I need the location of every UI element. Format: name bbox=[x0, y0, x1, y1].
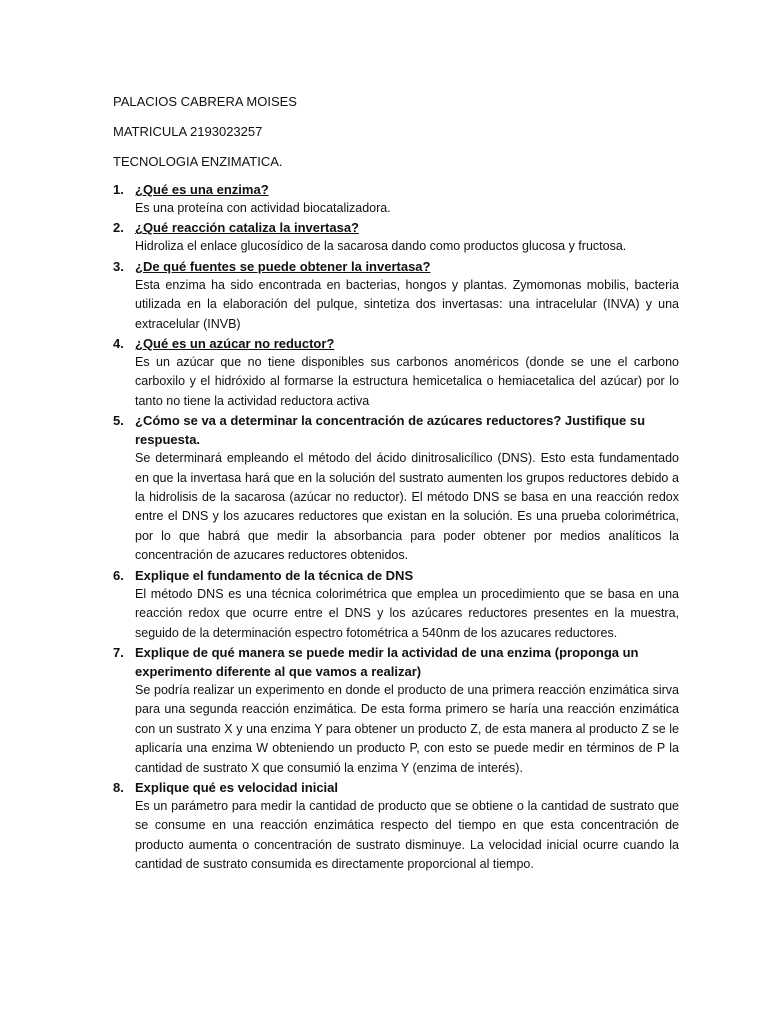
question-number: 3. bbox=[113, 258, 124, 274]
question-text: ¿De qué fuentes se puede obtener la invertasa? bbox=[135, 258, 431, 274]
answer-text: Es un azúcar que no tiene disponibles sus carbonos anoméricos (donde se une el carbono carboxilo y el hidróxido al formarse la estructura hemicetalica o hemiacetalica del azúcar) por lo tanto no tiene la actividad reductora activa bbox=[135, 355, 679, 408]
question-item-4 bbox=[113, 334, 679, 411]
question-number: 5. bbox=[113, 413, 124, 429]
answer-text: Es una proteína con actividad biocatalizadora. bbox=[135, 201, 391, 215]
course-title: TECNOLOGIA ENZIMATICA. bbox=[113, 154, 283, 169]
question-text: ¿Qué es una enzima? bbox=[135, 182, 269, 197]
question-item-7 bbox=[113, 643, 679, 778]
answer-text: Se podría realizar un experimento en donde el producto de una primera reacción enzimática sirva para una segunda reacción enzimática. De esta forma primero se haría una reacción enzimática con un sustrato X y una enzima Y para obtener un producto Z, de esta manera al producto Z se le aplicaría una enzima W obteniendo un producto P, con esto se puede medir en términos de P la cantidad de sustrato X que consumió la enzima Y (enzima de interés). bbox=[135, 682, 679, 775]
question-number: 6. bbox=[113, 567, 124, 583]
student-name: PALACIOS CABRERA MOISES bbox=[113, 94, 297, 109]
question-text: ¿Cómo se va a determinar la concentración de azúcares reductores? Justifique su respuesta. bbox=[135, 413, 646, 448]
question-text: ¿Qué es un azúcar no reductor? bbox=[135, 336, 335, 352]
question-text: ¿Qué reacción cataliza la invertasa? bbox=[135, 220, 359, 236]
question-number: 8. bbox=[113, 779, 124, 795]
answer-text: Es un parámetro para medir la cantidad de producto que se obtiene o la cantidad de sustrato que se consume en una reacción enzimática respecto del tiempo en que esta concentración de producto aumenta o concentración de sustrato disminuye. La velocidad inicial ocurre cuando la cantidad de sustrato consumida es directamente proporcional al tiempo. bbox=[135, 798, 679, 872]
question-number: 1. bbox=[113, 182, 124, 197]
question-text: Explique qué es velocidad inicial bbox=[135, 779, 339, 795]
question-item-5 bbox=[113, 411, 679, 565]
question-number: 2. bbox=[113, 220, 124, 236]
question-item-2 bbox=[113, 218, 679, 256]
answer-text: El método DNS es una técnica colorimétrica que emplea un procedimiento que se basa en una reacción redox que ocurre entre el DNS y los azúcares reductores presentes en la muestra, seguido de la determinación espectro fotométrica a 540nm de los azucares reductores. bbox=[135, 586, 679, 640]
question-number: 7. bbox=[113, 644, 124, 660]
student-id: MATRICULA 2193023257 bbox=[113, 124, 263, 139]
answer-text: Esta enzima ha sido encontrada en bacterias, hongos y plantas. Zymomonas mobilis, bacteria utilizada en la elaboración del pulque, sintetiza dos invertasas: una intracelular (INVA) y una extracelular (INVB) bbox=[135, 277, 679, 331]
question-text: Explique el fundamento de la técnica de DNS bbox=[135, 567, 414, 583]
question-item-8 bbox=[113, 778, 679, 875]
question-item-6 bbox=[113, 566, 679, 643]
question-item-1 bbox=[113, 180, 679, 218]
answer-text: Se determinará empleando el método del ácido dinitrosalicílico (DNS). Esto esta fundamentado en que la invertasa hará que en la solución del sustrato aumenten los grupos reductores debido a la hidrolisis de la sacarosa (azúcar no reductor). El método DNS se basa en una reacción redox entre el DNS y los azucares reductores que existan en la solución. Es una prueba colorimétrica, por lo que habrá que medir la absorbancia para poder obtener por medios analíticos la concentración de azucares reductores obtenidos. bbox=[135, 451, 679, 563]
question-item-3 bbox=[113, 257, 679, 334]
answer-text: Hidroliza el enlace glucosídico de la sacarosa dando como productos glucosa y fructosa. bbox=[135, 239, 627, 254]
question-text: Explique de qué manera se puede medir la actividad de una enzima (proponga un experimento diferente al que vamos a realizar) bbox=[135, 644, 639, 679]
questions-list bbox=[113, 180, 679, 875]
question-number: 4. bbox=[113, 336, 124, 352]
